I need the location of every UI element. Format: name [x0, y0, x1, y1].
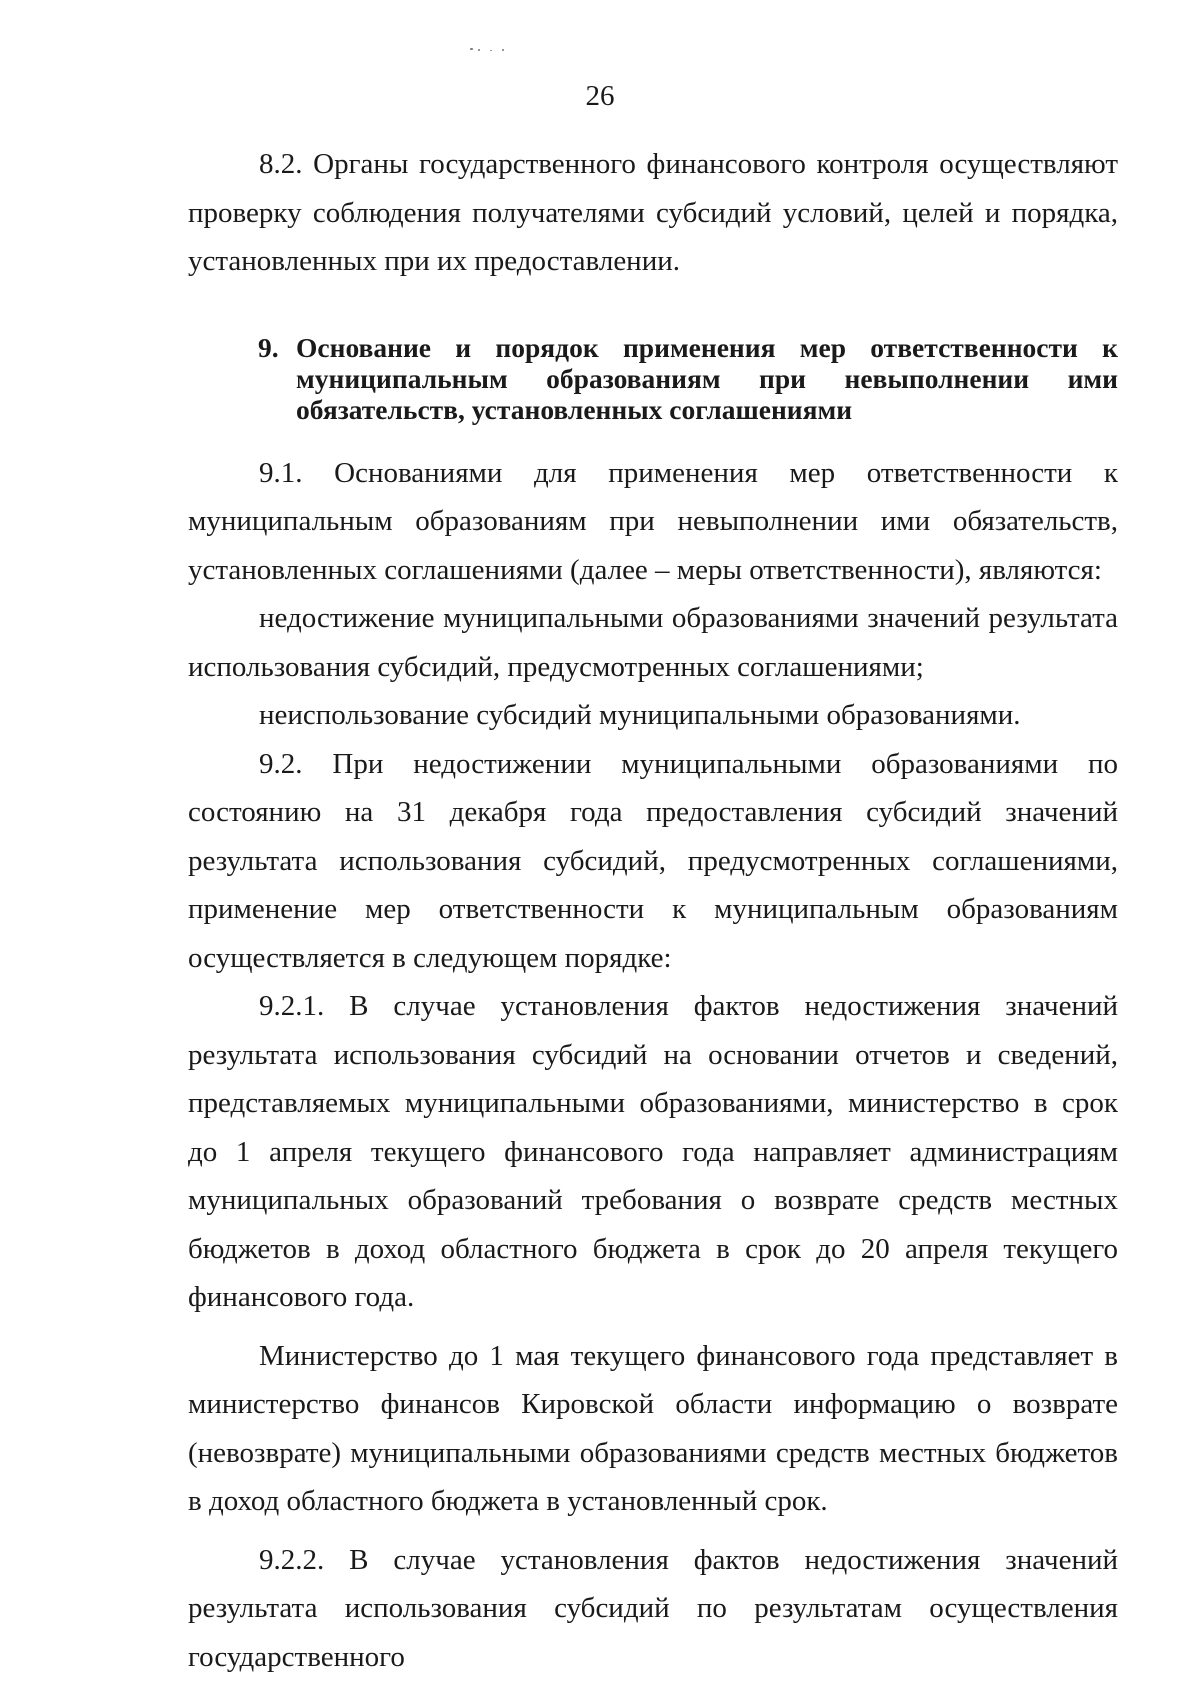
- paragraph-ministry-info: Министерство до 1 мая текущего финансового года представляет в министерство финансов Кировской области информацию о возврате (невозврате) муниципальными образованиями средств местных бюджетов в доход областного бюджета в установленный срок.: [188, 1339, 1118, 1517]
- section-heading-9: [188, 332, 1118, 425]
- page-number: 26: [585, 80, 615, 112]
- paragraph-8-2: 8.2. Органы государственного финансового контроля осуществляют проверку соблюдения получателями субсидий условий, целей и порядка, установленных при их предоставлении.: [188, 148, 1118, 277]
- paragraph-9-1-item-1: недостижение муниципальными образованиями значений результата использования субсидий, предусмотренных соглашениями;: [188, 602, 1118, 683]
- document-body: [188, 140, 1118, 1681]
- scan-specks: [468, 40, 528, 60]
- section-title: Основание и порядок применения мер ответственности к муниципальным образованиям при невыполнении ими обязательств, установленных соглашениями: [296, 331, 1118, 425]
- paragraph-9-1: 9.1. Основаниями для применения мер ответственности к муниципальным образованиям при невыполнении ими обязательств, установленных соглашениями (далее – меры ответственности), являются:: [188, 456, 1118, 586]
- paragraph-9-1-item-2: неиспользование субсидий муниципальными образованиями.: [259, 699, 1021, 731]
- paragraph-9-2: 9.2. При недостижении муниципальными образованиями по состоянию на 31 декабря года предоставления субсидий значений результата использования субсидий, предусмотренных соглашениями, применение мер ответственности к муниципальным образованиям осуществляется в следующем порядке:: [188, 747, 1118, 974]
- paragraph-9-2-2: 9.2.2. В случае установления фактов недостижения значений результата использования субсидий по результатам осуществления государственного: [188, 1543, 1118, 1673]
- section-number: 9.: [258, 331, 279, 363]
- paragraph-9-2-1: 9.2.1. В случае установления фактов недостижения значений результата использования субсидий на основании отчетов и сведений, представляемых муниципальными образованиями, министерство в срок до 1 апреля текущего финансового года направляет администрациям муниципальных образований требования о возврате средств местных бюджетов в доход областного бюджета в срок до 20 апреля текущего финансового года.: [188, 990, 1118, 1313]
